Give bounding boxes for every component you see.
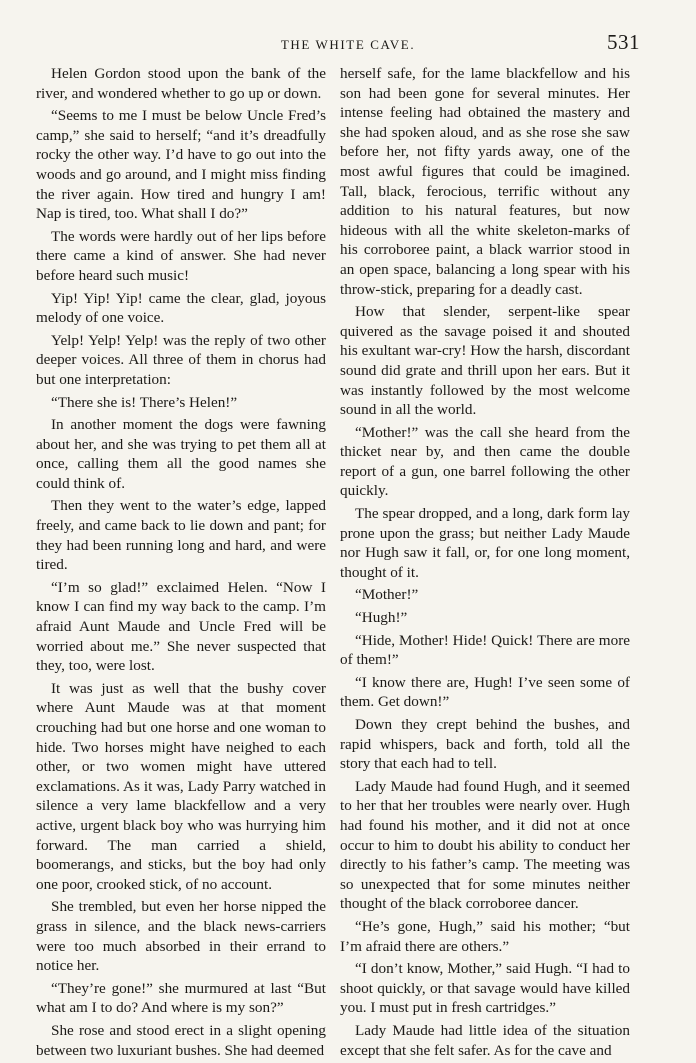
paragraph: Lady Maude had found Hugh, and it seemed to her that her troubles were nearly over. Hugh had found his mother, and it did not at once occur to him to doubt his ability to conduct her directly to his father’s camp. The meeting was so unexpected that for some minutes neither thought of the black corroboree dancer. (340, 777, 630, 913)
paragraph: How that slender, serpent-like spear quivered as the savage poised it and shouted his exultant war-cry! How the harsh, discordant sound did grate and thrill upon her ears. But it was instantly followed by the most welcome sound in all the world. (340, 303, 630, 419)
paragraph: Helen Gordon stood upon the bank of the river, and wondered whether to go up or down. (36, 65, 326, 102)
paragraph: Lady Maude had little idea of the situation except that she felt safer. As for the cave and (340, 1021, 630, 1059)
paragraph: “Seems to me I must be below Uncle Fred’s camp,” she said to herself; “and it’s dreadfully rocky the other way. I’d have to go out into the woods and go around, and I might miss finding the river again. How tired and hungry I am! Nap is tired, too. What shall I do?” (36, 107, 326, 223)
right-column (340, 64, 630, 1063)
paragraph: “They’re gone!” she murmured at last “But what am I to do? And where is my son?” (36, 979, 326, 1017)
left-column (36, 64, 326, 1063)
paragraph: Down they crept behind the bushes, and rapid whispers, back and forth, told all the story that each had to tell. (340, 716, 630, 773)
paragraph: The spear dropped, and a long, dark form lay prone upon the grass; but neither Lady Maude nor Hugh saw it fall, or, for one long moment, thought of it. (340, 505, 630, 581)
paragraph: “Hugh!” (355, 609, 408, 627)
running-title: THE WHITE CAVE. (280, 37, 416, 52)
paragraph-continuation: herself safe, for the lame blackfellow and his son had been gone for several minutes. Her intense feeling had obtained the mastery and she had spoken aloud, and as she rose she saw before her, not fifty yards away, one of the most awful figures that could be imagined. Tall, black, ferocious, terrific without any addition to his natural features, but now hideous with all the white skeleton-marks of his corroboree paint, a black warrior stood in an open space, balancing a long spear with his throw-stick, preparing for a deadly cast. (340, 65, 630, 298)
paragraph: Yip! Yip! Yip! came the clear, glad, joyous melody of one voice. (36, 289, 326, 327)
paragraph: “There she is! There’s Helen!” (51, 393, 238, 411)
paragraph: “I know there are, Hugh! I’ve seen some of them. Get down!” (340, 673, 630, 711)
paragraph: She trembled, but even her horse nipped the grass in silence, and the black news-carriers were too much absorbed in their errand to notice her. (36, 898, 326, 975)
paragraph: “He’s gone, Hugh,” said his mother; “but I’m afraid there are others.” (340, 917, 630, 955)
paragraph: “Mother!” was the call she heard from the thicket near by, and then came the double report of a gun, one barrel following the other quickly. (340, 423, 630, 500)
paragraph: It was just as well that the bushy cover where Aunt Maude was at that moment crouching had but one horse and one woman to hide. Two horses might have neighed to each other, or two women might have uttered exclamations. As it was, Lady Parry watched in silence a very lame blackfellow and a very active, urgent black boy who was hurrying him forward. The man carried a shield, boomerangs, and sticks, but the boy had only one poor, crooked stick, of no account. (36, 679, 326, 893)
paragraph: “I don’t know, Mother,” said Hugh. “I had to shoot quickly, or that savage would have killed you. I must put in fresh cartridges.” (340, 960, 630, 1017)
page-number: 531 (607, 30, 640, 54)
paragraph: “Hide, Mother! Hide! Quick! There are more of them!” (340, 631, 630, 669)
paragraph: “I’m so glad!” exclaimed Helen. “Now I know I can find my way back to the camp. I’m afraid Aunt Maude and Uncle Fred will be worried about me.” She never suspected that they, too, were lost. (36, 578, 326, 675)
paragraph: Yelp! Yelp! Yelp! was the reply of two other deeper voices. All three of them in chorus had but one interpretation: (36, 331, 326, 388)
paragraph: In another moment the dogs were fawning about her, and she was trying to pet them all at once, calling them all the good names she could think of. (36, 416, 326, 492)
paragraph: She rose and stood erect in a slight opening between two luxuriant bushes. She had deemed (36, 1021, 326, 1059)
paragraph: Then they went to the water’s edge, lapped freely, and came back to lie down and pant; for they had been running long and hard, and were tired. (36, 497, 326, 574)
paragraph: “Mother!” (355, 586, 419, 604)
paragraph: The words were hardly out of her lips before there came a kind of answer. She had never before heard such music! (36, 227, 326, 284)
